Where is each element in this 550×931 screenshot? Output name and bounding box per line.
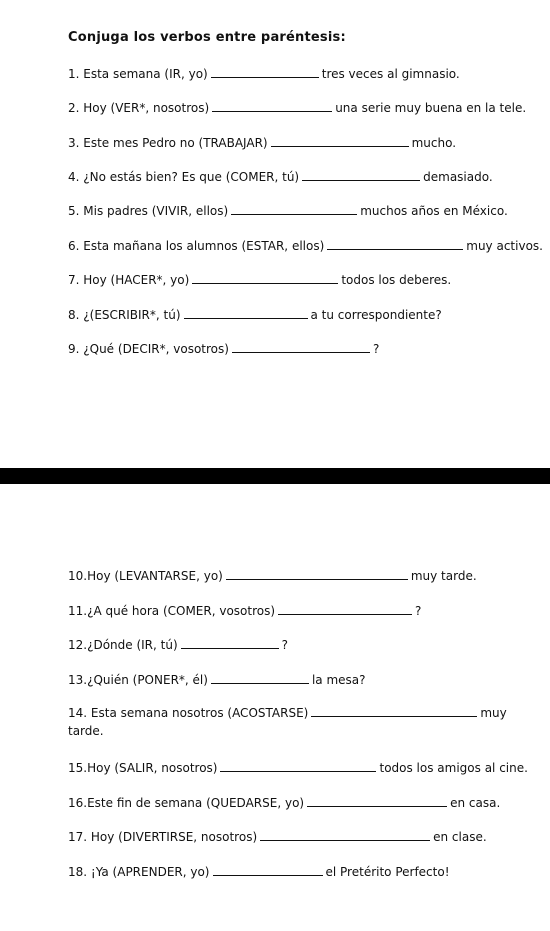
- answer-blank-6: [327, 238, 463, 250]
- answer-blank-10: [226, 568, 408, 580]
- answer-blank-11: [278, 603, 412, 615]
- exercise-9-ending: ?: [372, 342, 380, 356]
- exercise-12-prompt: 12.¿Dónde (IR, tú): [68, 638, 178, 652]
- exercise-14-ending: muy tarde.: [68, 706, 507, 738]
- exercise-16: [68, 795, 500, 811]
- answer-blank-7: [192, 272, 338, 284]
- answer-blank-18: [213, 864, 323, 876]
- answer-blank-9: [232, 341, 370, 353]
- exercise-2-prompt: 2. Hoy (VER*, nosotros): [68, 101, 210, 115]
- answer-blank-5: [231, 203, 357, 215]
- exercise-3-ending: mucho.: [411, 136, 457, 150]
- exercise-6-ending: muy activos.: [466, 239, 543, 253]
- exercise-3: [68, 135, 456, 151]
- exercise-8: [68, 307, 442, 323]
- exercise-10-ending: muy tarde.: [410, 569, 477, 583]
- exercise-12: [68, 637, 288, 653]
- worksheet-title: Conjuga los verbos entre paréntesis:: [68, 30, 346, 45]
- exercise-17: [68, 829, 487, 845]
- exercise-17-prompt: 17. Hoy (DIVERTIRSE, nosotros): [68, 830, 258, 844]
- answer-blank-3: [271, 135, 409, 147]
- exercise-5-ending: muchos años en México.: [360, 204, 508, 218]
- exercise-4-prompt: 4. ¿No estás bien? Es que (COMER, tú): [68, 170, 300, 184]
- exercise-8-prompt: 8. ¿(ESCRIBIR*, tú): [68, 308, 181, 322]
- answer-blank-1: [211, 66, 319, 78]
- exercise-4-ending: demasiado.: [423, 170, 493, 184]
- exercise-13-ending: la mesa?: [311, 673, 366, 687]
- exercise-8-ending: a tu correspondiente?: [310, 308, 442, 322]
- exercise-14-prompt: 14. Esta semana nosotros (ACOSTARSE): [68, 706, 309, 720]
- answer-blank-13: [211, 672, 309, 684]
- exercise-13: [68, 672, 366, 688]
- exercise-7: [68, 272, 451, 288]
- exercise-16-ending: en casa.: [450, 796, 501, 810]
- exercise-10-prompt: 10.Hoy (LEVANTARSE, yo): [68, 569, 223, 583]
- exercise-15-prompt: 15.Hoy (SALIR, nosotros): [68, 761, 218, 775]
- exercise-14: [68, 704, 534, 740]
- exercise-12-ending: ?: [281, 638, 289, 652]
- answer-blank-4: [302, 169, 420, 181]
- exercise-17-ending: en clase.: [433, 830, 487, 844]
- exercise-15: [68, 760, 528, 776]
- answer-blank-12: [181, 637, 279, 649]
- exercise-16-prompt: 16.Este fin de semana (QUEDARSE, yo): [68, 796, 305, 810]
- exercise-2-ending: una serie muy buena en la tele.: [335, 101, 527, 115]
- exercise-6: [68, 238, 543, 254]
- exercise-9-prompt: 9. ¿Qué (DECIR*, vosotros): [68, 342, 229, 356]
- exercise-18-ending: el Pretérito Perfecto!: [325, 865, 450, 879]
- exercise-9: [68, 341, 379, 357]
- answer-blank-2: [212, 100, 332, 112]
- answer-blank-17: [260, 829, 430, 841]
- exercise-1-prompt: 1. Esta semana (IR, yo): [68, 67, 208, 81]
- answer-blank-15: [220, 760, 376, 772]
- exercise-11-prompt: 11.¿A qué hora (COMER, vosotros): [68, 604, 276, 618]
- exercise-18: [68, 864, 450, 880]
- section-divider-bar: [0, 468, 550, 484]
- exercise-3-prompt: 3. Este mes Pedro no (TRABAJAR): [68, 136, 268, 150]
- answer-blank-14: [311, 705, 477, 717]
- answer-blank-8: [184, 307, 308, 319]
- exercise-11: [68, 603, 421, 619]
- exercise-5: [68, 203, 508, 219]
- exercise-15-ending: todos los amigos al cine.: [379, 761, 528, 775]
- exercise-2: [68, 100, 526, 116]
- exercise-7-ending: todos los deberes.: [341, 273, 452, 287]
- exercise-18-prompt: 18. ¡Ya (APRENDER, yo): [68, 865, 210, 879]
- exercise-7-prompt: 7. Hoy (HACER*, yo): [68, 273, 190, 287]
- exercise-11-ending: ?: [415, 604, 422, 618]
- exercise-5-prompt: 5. Mis padres (VIVIR, ellos): [68, 204, 229, 218]
- exercise-13-prompt: 13.¿Quién (PONER*, él): [68, 673, 208, 687]
- exercise-4: [68, 169, 493, 185]
- exercise-10: [68, 568, 477, 584]
- exercise-6-prompt: 6. Esta mañana los alumnos (ESTAR, ellos): [68, 239, 325, 253]
- exercise-1: [68, 66, 460, 82]
- exercise-1-ending: tres veces al gimnasio.: [321, 67, 460, 81]
- answer-blank-16: [307, 795, 447, 807]
